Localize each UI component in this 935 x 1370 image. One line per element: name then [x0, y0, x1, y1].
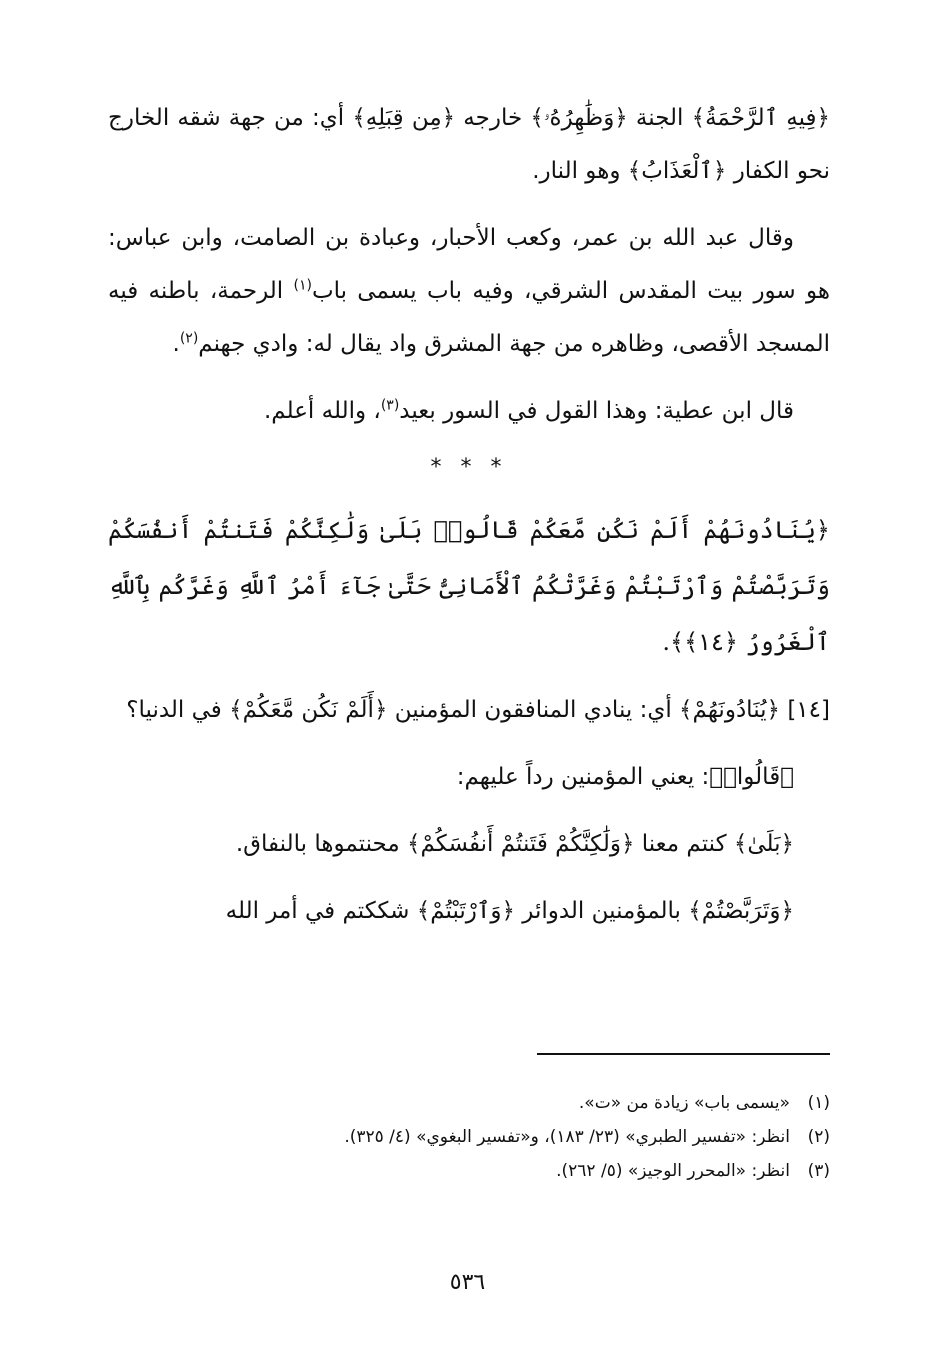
paragraph-1: ﴿فِيهِ ٱلرَّحْمَةُ﴾ الجنة ﴿وَظَٰهِرُهُۥ﴾ خارجه ﴿مِن قِبَلِهِ﴾ أي: من جهة شقه الخارج نحو الكفار ﴿ٱلْعَذَابُ﴾ وهو النار. — [108, 105, 830, 184]
footnote-3 — [108, 1154, 830, 1188]
footnotes — [108, 1086, 830, 1188]
page-number: ٥٣٦ — [449, 1270, 486, 1295]
footnote-number: (٣) — [807, 1161, 830, 1181]
paragraph-3-part-a: قال ابن عطية: وهذا القول في السور بعيد — [399, 398, 794, 424]
footnote-number: (٢) — [807, 1127, 830, 1147]
quran-verse: ﴿يُنَادُونَهُمْ أَلَمْ نَكُن مَّعَكُمْ قَالُوا۟ بَلَىٰ وَلَٰكِنَّكُمْ فَتَنتُمْ أَنفُسَكُمْ وَتَرَبَّصْتُمْ وَٱرْتَبْتُمْ وَغَرَّتْكُمُ ٱلْأَمَانِىُّ حَتَّىٰ جَآءَ أَمْرُ ٱللَّهِ وَغَرَّكُم بِٱللَّهِ ٱلْغَرُورُ ﴿١٤﴾﴾. — [108, 516, 830, 656]
footnote-1 — [108, 1086, 830, 1120]
main-text — [108, 92, 830, 938]
footnote-ref-2: (٢) — [179, 330, 199, 347]
footnote-ref-1: (١) — [293, 277, 312, 294]
footnote-text: انظر: «المحرر الوجيز» (٥/ ٢٦٢). — [556, 1161, 790, 1181]
paragraph-2 — [108, 212, 830, 371]
paragraph-2-part-b: الرحمة، باطنه فيه المسجد الأقصى، وظاهره من جهة المشرق واد يقال له: وادي جهنم — [108, 278, 830, 357]
paragraph-3 — [108, 385, 830, 438]
footnote-2 — [108, 1120, 830, 1154]
paragraph-4: [١٤] ﴿يُنَادُونَهُمْ﴾ أي: ينادي المنافقون المؤمنين ﴿أَلَمْ نَكُن مَّعَكُمْ﴾ في الدنيا؟ — [126, 697, 830, 723]
paragraph-5: ﴿قَالُوا۟﴾: يعني المؤمنين رداً عليهم: — [456, 764, 794, 790]
footnote-ref-3: (٣) — [380, 397, 400, 414]
paragraph-3-part-b: ، والله أعلم. — [263, 398, 381, 424]
footnote-number: (١) — [807, 1093, 830, 1113]
footnote-divider — [537, 1053, 830, 1055]
footnote-text: «يسمى باب» زيادة من «ت». — [578, 1093, 790, 1113]
footnote-text: انظر: «تفسير الطبري» (٢٣/ ١٨٣)، و«تفسير البغوي» (٤/ ٣٢٥). — [344, 1127, 790, 1147]
paragraph-6: ﴿بَلَىٰ﴾ كنتم معنا ﴿وَلَٰكِنَّكُمْ فَتَنتُمْ أَنفُسَكُمْ﴾ محنتموها بالنفاق. — [235, 831, 794, 857]
section-separator: * * * — [430, 455, 508, 480]
paragraph-7: ﴿وَتَرَبَّصْتُمْ﴾ بالمؤمنين الدوائر ﴿وَٱرْتَبْتُمْ﴾ شككتم في أمر الله — [225, 898, 794, 924]
paragraph-2-part-c: . — [172, 331, 180, 357]
paragraph-2-part-a: وقال عبد الله بن عمر، وكعب الأحبار، وعبادة بن الصامت، وابن عباس: هو سور بيت المقدس الشرقي، وفيه باب يسمى باب — [108, 225, 831, 304]
